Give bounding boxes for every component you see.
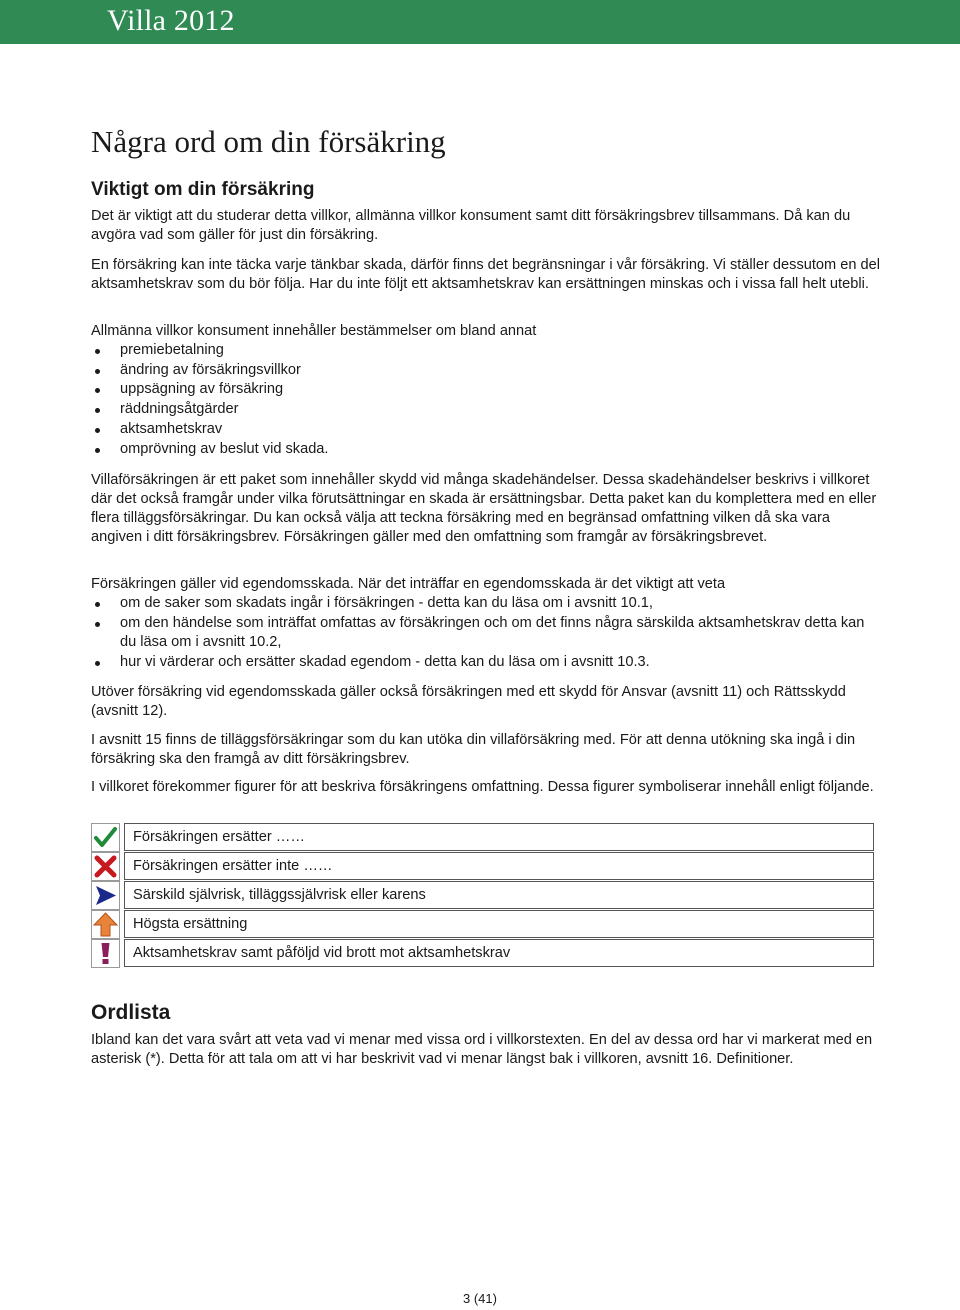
paragraph-package: Villaförsäkringen är ett paket som innehåller skydd vid många skadehändelser. Dessa skadehändelser beskrivs i villkoret där det också framgår under vilka förutsättningar en skada är ersättningsbar. Detta paket kan du komplettera med en eller flera tilläggsförsäkringar. Du kan också välja att teckna försäkring med en begränsad omfattning vilken då ska vara angiven i ditt försäkringsbrev. Försäkringen gäller med den omfattning som framgår av försäkringsbrevet. (91, 472, 877, 545)
list-item: räddningsåtgärder (91, 400, 881, 420)
check-icon (91, 823, 120, 852)
legend-row-not-covered (91, 852, 875, 881)
arrow-up-icon (91, 910, 120, 939)
legend-row-deductible (91, 881, 875, 910)
general-terms-list (91, 341, 881, 459)
list-item: hur vi värderar och ersätter skadad egendom - detta kan du läsa om i avsnitt 10.3. (91, 653, 881, 673)
header-band (0, 0, 960, 44)
legend-text: Särskild självrisk, tilläggssjälvrisk eller karens (133, 887, 426, 903)
legend-row-max-compensation (91, 910, 875, 939)
arrow-right-icon (91, 881, 120, 910)
legend-row-covered (91, 823, 875, 852)
paragraph-general-terms: Allmänna villkor konsument innehåller bestämmelser om bland annat (91, 323, 537, 339)
list-item: om de saker som skadats ingår i försäkringen - detta kan du läsa om i avsnitt 10.1, (91, 594, 881, 614)
list-item: premiebetalning (91, 341, 881, 361)
legend-row-care-requirements (91, 939, 875, 968)
list-item: omprövning av beslut vid skada. (91, 440, 881, 460)
exclamation-icon (91, 939, 120, 968)
page-number: 3 (41) (463, 1291, 497, 1306)
paragraph-figures: I villkoret förekommer figurer för att beskriva försäkringens omfattning. Dessa figurer symboliserar innehåll enligt följande. (91, 779, 874, 795)
legend-box (124, 881, 874, 909)
page-title: Några ord om din försäkring (91, 124, 446, 159)
paragraph-property-damage: Försäkringen gäller vid egendomsskada. När det inträffar en egendomsskada är det viktigt att veta (91, 576, 726, 592)
paragraph-liability: Utöver försäkring vid egendomsskada gäller också försäkringen med ett skydd för Ansvar (avsnitt 11) och Rättsskydd (avsnitt 12). (91, 684, 846, 719)
paragraph-intro: Det är viktigt att du studerar detta villkor, allmänna villkor konsument samt ditt försäkringsbrev tillsammans. Då kan du avgöra vad som gäller för just din försäkring. (91, 208, 851, 243)
document-title: Villa 2012 (107, 4, 235, 37)
legend-text: Försäkringen ersätter inte …… (133, 858, 333, 874)
legend-text: Högsta ersättning (133, 916, 248, 932)
paragraph-limitations: En försäkring kan inte täcka varje tänkbar skada, därför finns det begränsningar i vår försäkring. Vi ställer dessutom en del aktsamhetskrav som du bör följa. Har du inte följt ett aktsamhetskrav kan ersättningen minskas och i vissa fall helt utebli. (91, 257, 881, 292)
legend-text: Försäkringen ersätter …… (133, 829, 305, 845)
list-item: uppsägning av försäkring (91, 380, 881, 400)
list-item: aktsamhetskrav (91, 420, 881, 440)
legend-box (124, 910, 874, 938)
paragraph-additional-insurance: I avsnitt 15 finns de tilläggsförsäkringar som du kan utöka din villaförsäkring med. För att denna utökning ska ingå i din försäkring ska den framgå av ditt försäkringsbrev. (91, 732, 856, 767)
legend-box (124, 939, 874, 967)
list-item: om den händelse som inträffat omfattas av försäkringen och om det finns några särskilda aktsamhetskrav detta kan du läsa om i avsnitt 10.2, (91, 614, 881, 653)
list-item: ändring av försäkringsvillkor (91, 361, 881, 381)
legend-box (124, 852, 874, 880)
section-heading-glossary: Ordlista (91, 1001, 171, 1024)
legend-box (124, 823, 874, 851)
legend-text: Aktsamhetskrav samt påföljd vid brott mot aktsamhetskrav (133, 945, 511, 961)
cross-icon (91, 852, 120, 881)
section-heading-important: Viktigt om din försäkring (91, 179, 315, 200)
paragraph-glossary: Ibland kan det vara svårt att veta vad vi menar med vissa ord i villkorstexten. En del av dessa ord har vi markerat med en asterisk (*). Detta för att tala om att vi har beskrivit vad vi menar längst bak i villkoren, avsnitt 16. Definitioner. (91, 1032, 873, 1067)
property-damage-list (91, 594, 881, 673)
